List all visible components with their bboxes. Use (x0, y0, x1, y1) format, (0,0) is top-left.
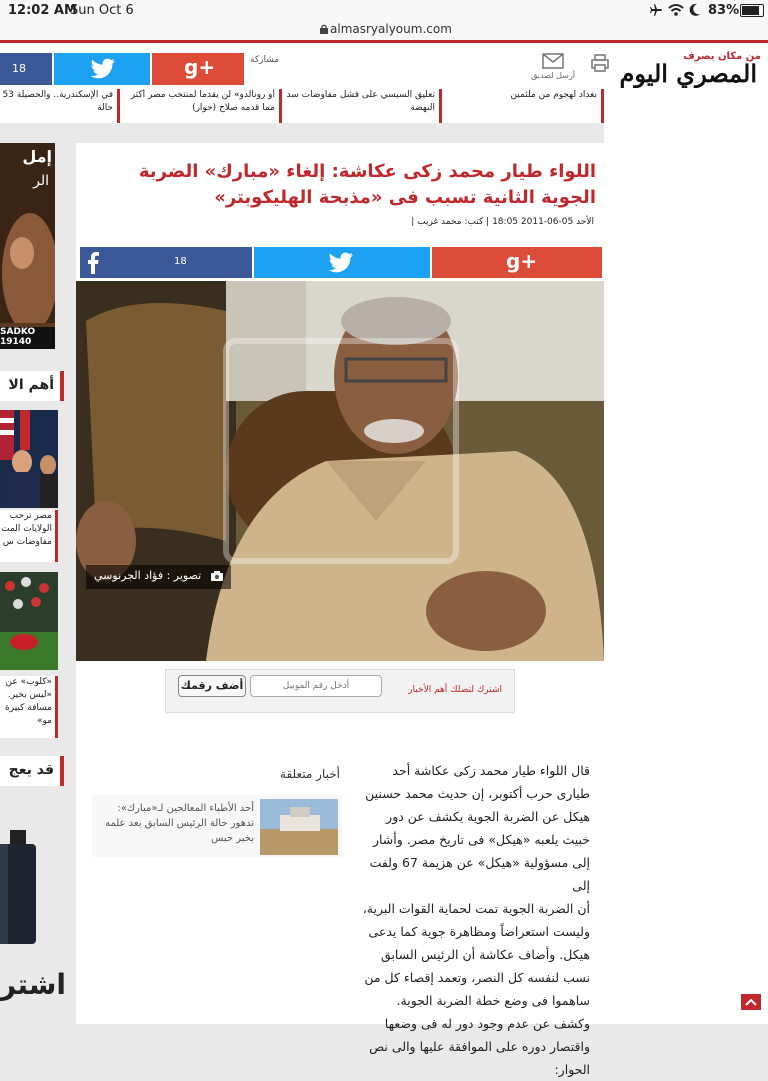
logo-text: المصري اليوم (619, 59, 757, 88)
news-ticker (0, 89, 604, 123)
twitter-icon (90, 58, 116, 80)
facebook-icon (86, 252, 100, 274)
related-news-title: أخبار متعلقة (280, 767, 340, 781)
article-card (76, 143, 604, 1077)
battery-percent: 83% (708, 3, 740, 18)
status-bar (0, 0, 768, 22)
logo-tagline: من مكان يصرف (683, 51, 761, 62)
body-line: خبيث يلعبه «هيكل» فى تاريخ مصر. وأشار (372, 832, 590, 847)
section-title-text: أهم الا (8, 377, 54, 393)
share-label: مشاركة (250, 55, 280, 65)
news-item-text[interactable]: مصر ترحب الولايات المت مفاوضات س (0, 510, 58, 562)
news-item-text[interactable]: «كلوب» عن «ليس بخير. مسافة كبيرة مو» (0, 676, 58, 738)
body-line: أن الضربة الجوية تمت لحماية القوات البرية، (362, 901, 590, 916)
chevron-up-icon (741, 994, 761, 1010)
share-bar (80, 247, 602, 278)
mail-icon (542, 53, 564, 69)
ad-footer: SADKO 19140 (0, 327, 55, 349)
subscribe-box (165, 669, 515, 713)
body-line: طيارى حرب أكتوبر، إن حديث محمد حسنين (365, 786, 590, 801)
sidebar-ad[interactable] (0, 143, 55, 348)
send-friend-label: أرسل لصديق (531, 71, 575, 80)
body-line: واقتصار دوره على الموافقة عليها والى نص الحوار: (369, 1039, 590, 1077)
body-line: قال اللواء طيار محمد زكى عكاشة أحد (392, 763, 590, 778)
ad-headline: إمل (22, 147, 52, 166)
mobile-number-input[interactable]: أدخل رقم الموبيل (250, 675, 382, 697)
related-news-text: أحد الأطباء المعالجين لـ«مبارك»: تدهور حالة الرئيس السابق بعد علمه بخبر حبس (105, 803, 254, 844)
ad-subline: الر (33, 173, 49, 189)
site-header (0, 40, 768, 92)
facebook-share-button[interactable] (80, 247, 252, 278)
twitter-share-button[interactable] (254, 247, 430, 278)
article-photo[interactable] (76, 281, 604, 661)
body-line: وليست استعراضاً ومظاهرة جوية كما يدعى (368, 924, 590, 939)
article-body (360, 759, 590, 1081)
status-date: Sun Oct 6 (70, 3, 134, 18)
url-text: almasryalyoum.com (330, 22, 452, 36)
body-line: نسب لنفسه كل النصر، وتعمد إقصاء كل من (364, 970, 590, 985)
share-count: 18 (12, 62, 26, 75)
sidebar-section-title (0, 371, 64, 401)
gplus-icon: g+ (506, 249, 538, 273)
do-not-disturb-icon (688, 2, 702, 18)
body-line: وكشف عن عدم وجود دور له فى وضعها (384, 1016, 590, 1031)
body-line: هيكل عن الضربة الجوية يكشف عن دور (386, 809, 590, 824)
news-thumbnail[interactable] (0, 572, 58, 670)
photo-caption-text: تصوير : فؤاد الجرنوسي (94, 569, 202, 582)
send-to-friend-button[interactable] (530, 53, 576, 80)
address-bar[interactable] (0, 22, 768, 40)
sidebar-section-title (0, 756, 64, 786)
ticker-item[interactable]: بغداد لهجوم من ملثمين (444, 89, 604, 123)
add-number-button[interactable]: أضف رقمك (178, 675, 246, 697)
ticker-item[interactable]: في الإسكندرية.. والحصيلة 53 حالة (0, 89, 120, 123)
body-line: هيكل. وأضاف عكاشة أن الرئيس السابق (381, 947, 590, 962)
camera-icon (211, 571, 223, 581)
article-title: اللواء طيار محمد زكى عكاشة: إلغاء «مبارك» الضربة الجوية الثانية تسبب فى «مذبحة الهليكوبتر» (138, 161, 596, 208)
status-time: 12:02 AM (8, 3, 77, 18)
body-line: إلى مسؤولية «هيكل» عن هزيمة 67 ولفت إلى (369, 855, 590, 893)
facebook-share-button[interactable] (0, 53, 52, 85)
lock-icon (320, 24, 328, 34)
battery-fill (742, 6, 759, 15)
section-title-text: قد يعج (8, 762, 54, 778)
ticker-item[interactable]: تعليق السيسي على فشل مفاوضات سد النهضة (284, 89, 442, 123)
gplus-share-button[interactable] (152, 53, 244, 85)
photo-caption (86, 565, 231, 589)
body-line: ساهموا فى وضع خطة الضربة الجوية. (396, 993, 590, 1008)
airplane-icon (648, 2, 664, 18)
news-thumbnail[interactable] (0, 410, 58, 508)
battery-icon (740, 4, 764, 17)
gplus-share-button[interactable] (432, 247, 602, 278)
twitter-icon (328, 252, 354, 274)
back-to-top-button[interactable] (741, 994, 761, 1010)
related-news-item[interactable] (92, 795, 342, 857)
share-count: 18 (174, 256, 187, 267)
page-margin (604, 88, 768, 1024)
site-logo[interactable] (605, 51, 765, 87)
photo-image (76, 281, 604, 661)
wifi-icon (668, 2, 684, 18)
perfume-ad-image[interactable] (0, 830, 40, 950)
subscribe-label: اشترك لتصلك أهم الأخبار (408, 685, 502, 695)
related-thumbnail (260, 799, 338, 855)
twitter-share-button[interactable] (54, 53, 150, 85)
article-meta: الأحد 05-06-2011 18:05 | كتب: محمد غريب | (411, 217, 594, 227)
gplus-icon: g+ (184, 55, 216, 79)
ad-cta-text[interactable]: اشتر (0, 968, 66, 1001)
ticker-item[interactable]: أو رونالدو» لن يقدما لمنتخب مصر أكثر مما قدمه صلاح (حوار) (122, 89, 282, 123)
